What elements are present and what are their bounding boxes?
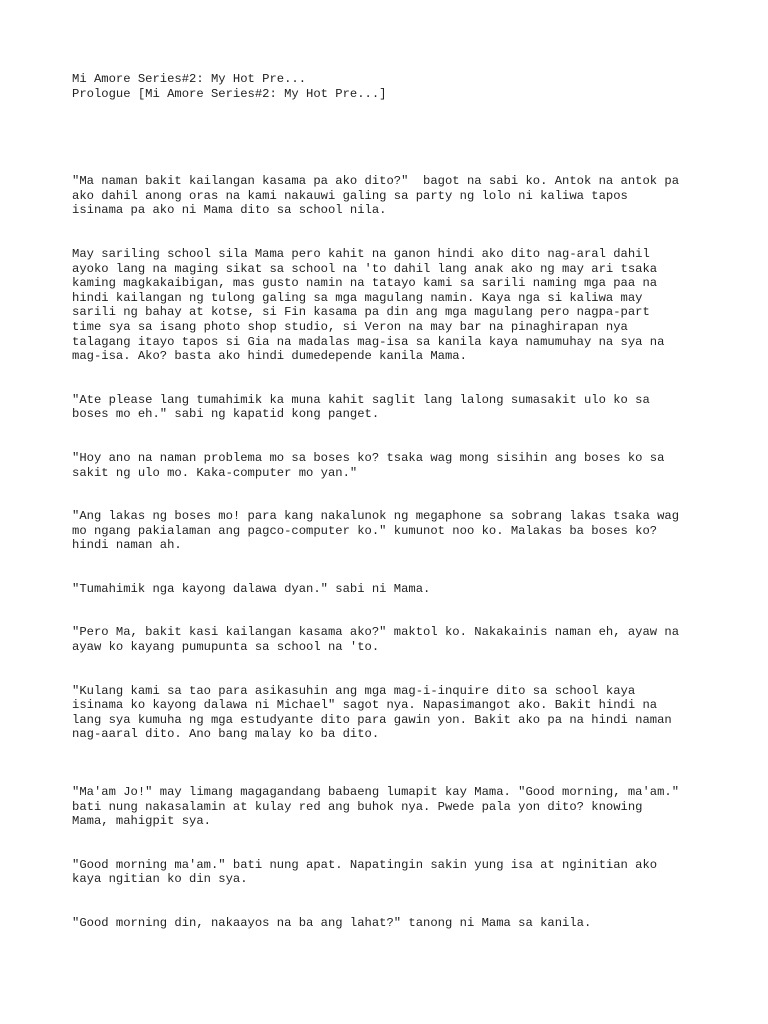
paragraph	[72, 785, 712, 829]
text-line: kaya ngitian ko din sya.	[72, 872, 248, 887]
text-line: ayaw ko kayang pumupunta sa school na 'to.	[72, 640, 380, 655]
text-line: "Ang lakas ng boses mo! para kang nakalunok ng megaphone sa sobrang lakas tsaka wag	[72, 509, 680, 524]
text-line: bati nung nakasalamin at kulay red ang buhok nya. Pwede pala yon dito? knowing	[72, 799, 643, 814]
chapter-title: Prologue [Mi Amore Series#2: My Hot Pre...]	[72, 86, 387, 101]
text-line: "Tumahimik nga kayong dalawa dyan." sabi ni Mama.	[72, 581, 431, 596]
text-line: sakit ng ulo mo. Kaka-computer mo yan."	[72, 465, 358, 480]
text-line: Mama, mahigpit sya.	[72, 814, 211, 829]
paragraph	[72, 247, 712, 364]
text-line: ako dahil anong oras na kami nakauwi galing sa party ng lolo ni kaliwa tapos	[72, 188, 628, 203]
text-line: "Kulang kami sa tao para asikasuhin ang mga mag-i-inquire dito sa school kaya	[72, 683, 636, 698]
text-line: hindi naman ah.	[72, 538, 182, 553]
text-line: "Ate please lang tumahimik ka muna kahit saglit lang lalong sumasakit ulo ko sa	[72, 392, 650, 407]
paragraph	[72, 174, 712, 218]
text-line: May sariling school sila Mama pero kahit na ganon hindi ako dito nag-aral dahil	[72, 246, 650, 261]
paragraph	[72, 858, 712, 887]
text-line: talagang itayo tapos si Gia na madalas mag-isa sa kanila kaya namumuhay na sya na	[72, 334, 665, 349]
text-line: boses mo eh." sabi ng kapatid kong panget.	[72, 407, 380, 422]
text-line: isinama pa ako ni Mama dito sa school nila.	[72, 203, 387, 218]
text-line: hindi kailangan ng tulong galing sa mga magulang namin. Kaya nga si kaliwa may	[72, 290, 643, 305]
text-line: "Hoy ano na naman problema mo sa boses ko? tsaka wag mong sisihin ang boses ko sa	[72, 450, 665, 465]
text-line: "Ma'am Jo!" may limang magagandang babaeng lumapit kay Mama. "Good morning, ma'am."	[72, 785, 680, 800]
text-line: isinama ko kayong dalawa ni Michael" sagot nya. Napasimangot ako. Bakit hindi na	[72, 698, 658, 713]
text-line: kaming magkakaibigan, mas gusto namin na tatayo kami sa sarili naming mga paa na	[72, 276, 658, 291]
paragraph	[72, 509, 712, 553]
text-line: time sya sa isang photo shop studio, si Veron na may bar na pinaghirapan nya	[72, 319, 628, 334]
text-line: "Good morning ma'am." bati nung apat. Napatingin sakin yung isa at nginitian ako	[72, 857, 658, 872]
paragraph	[72, 451, 712, 480]
series-title: Mi Amore Series#2: My Hot Pre...	[72, 72, 307, 86]
text-line: nag-aaral dito. Ano bang malay ko ba dito.	[72, 727, 380, 742]
text-line: "Good morning din, nakaayos na ba ang lahat?" tanong ni Mama sa kanila.	[72, 916, 592, 930]
text-line: "Ma naman bakit kailangan kasama pa ako dito?" bagot na sabi ko. Antok na antok pa	[72, 174, 680, 189]
paragraph	[72, 916, 712, 931]
paragraph	[72, 393, 712, 422]
text-line: "Pero Ma, bakit kasi kailangan kasama ako?" maktol ko. Nakakainis naman eh, ayaw na	[72, 625, 680, 640]
text-line: mag-isa. Ako? basta ako hindi dumedepende kanila Mama.	[72, 349, 467, 364]
text-line: lang sya kumuha ng mga estudyante dito para gawin yon. Bakit ako pa na hindi naman	[72, 712, 672, 727]
text-line: ayoko lang na maging sikat sa school na 'to dahil lang anak ako ng may ari tsaka	[72, 261, 658, 276]
text-line: sarili ng bahay at kotse, si Fin kasama pa din ang mga magulang pero nagpa-part	[72, 305, 650, 320]
text-line: mo ngang pakialaman ang pagco-computer ko." kumunot noo ko. Malakas ba boses ko?	[72, 523, 658, 538]
document-page	[72, 72, 712, 931]
paragraph	[72, 625, 712, 654]
paragraph	[72, 582, 712, 597]
document-header	[72, 72, 712, 101]
paragraph	[72, 684, 712, 742]
